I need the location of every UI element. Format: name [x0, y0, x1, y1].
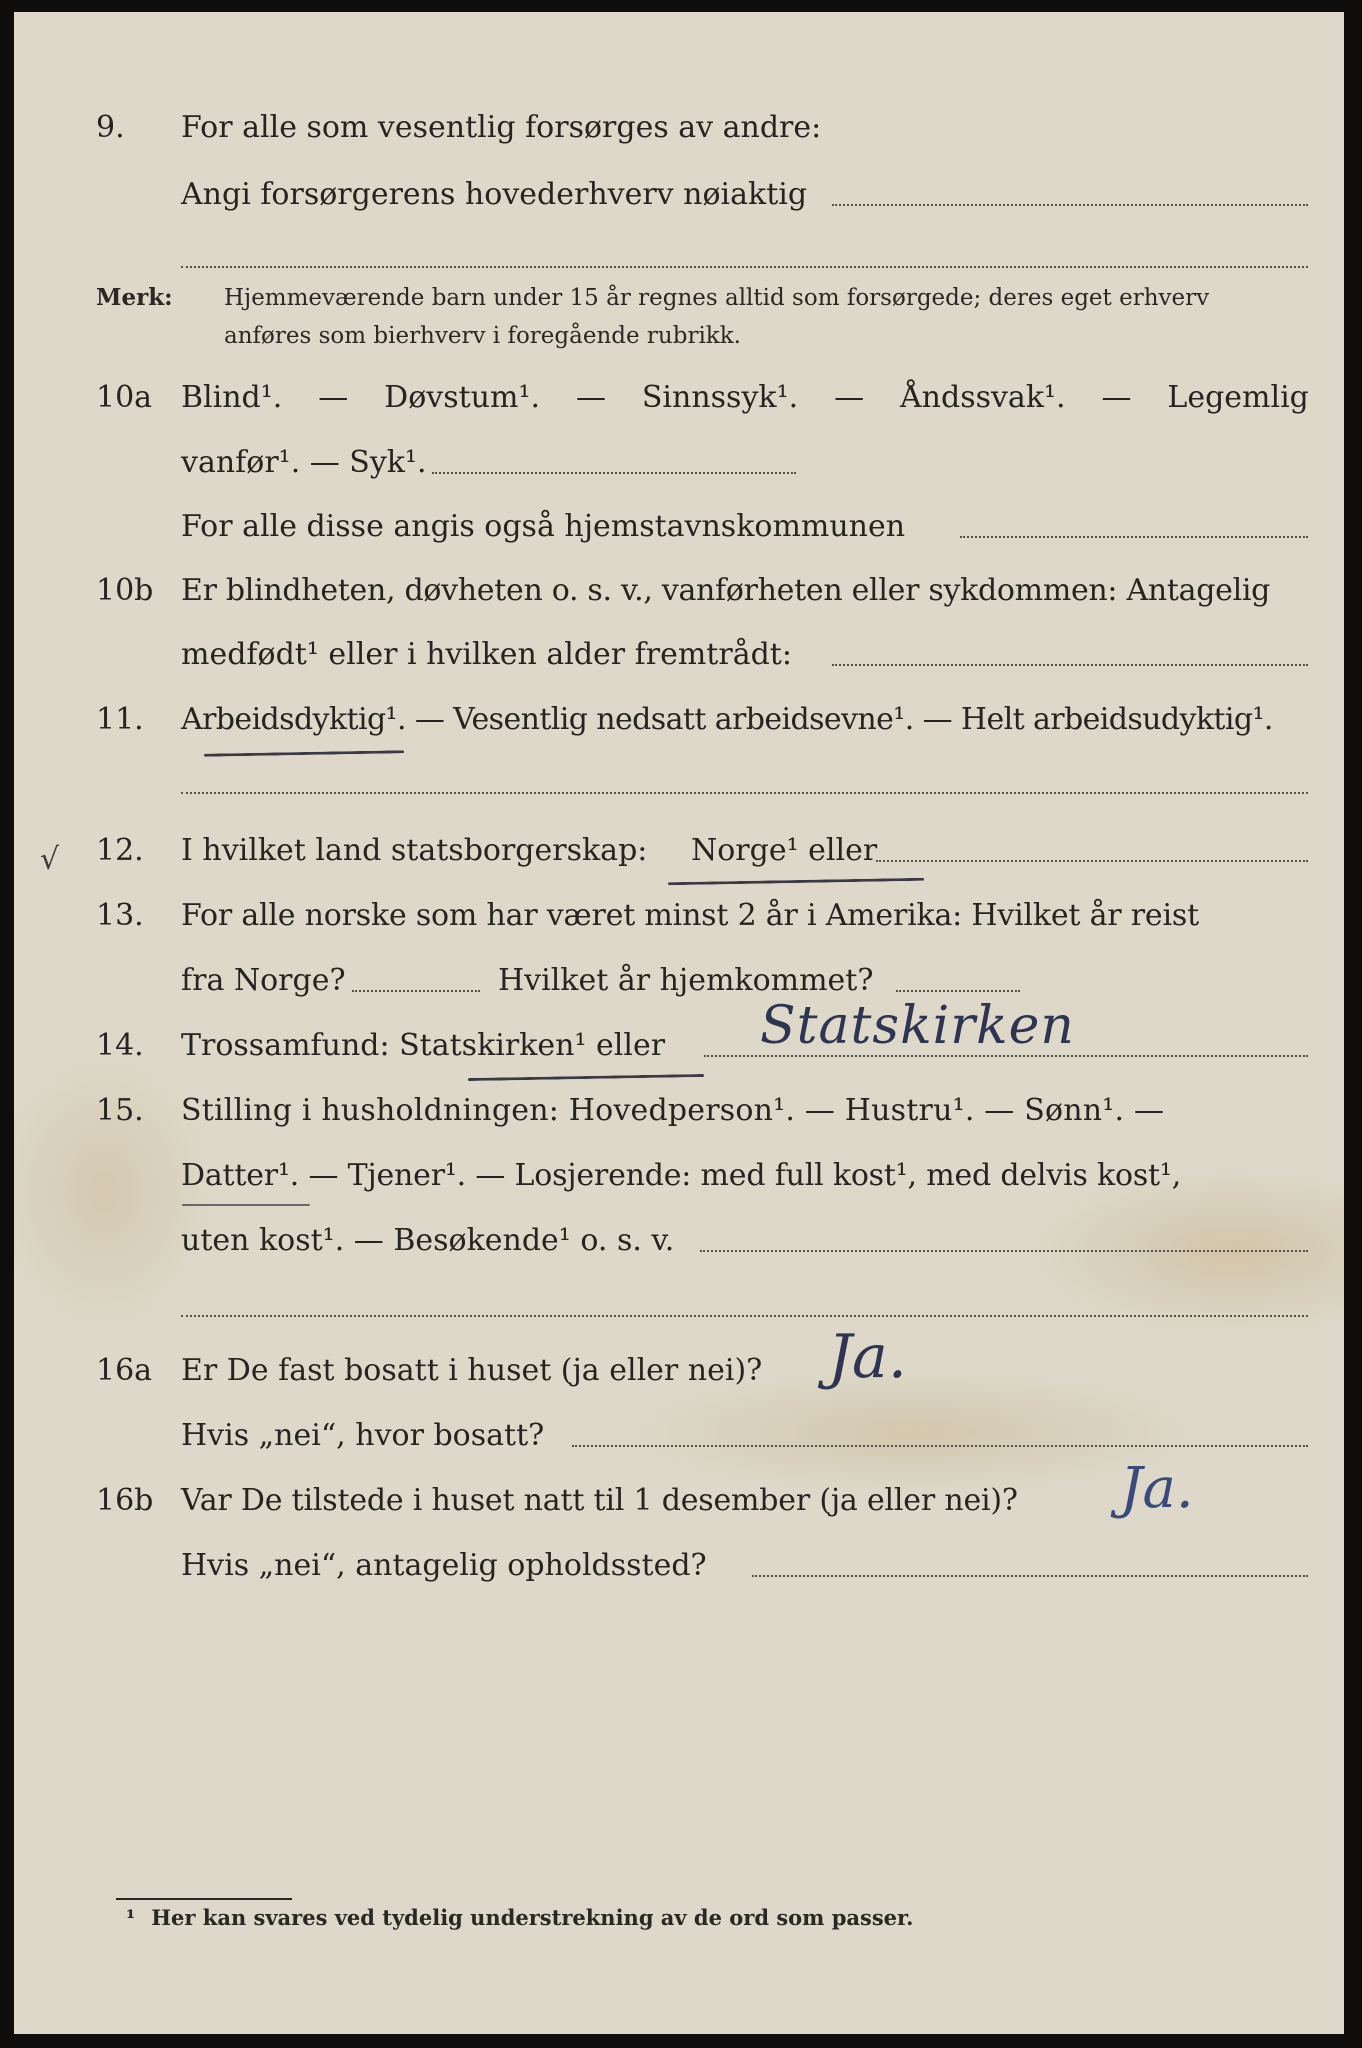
- footnote: [126, 1905, 913, 1930]
- q9-line1: For alle som vesentlig forsørges av andre:: [181, 110, 822, 145]
- q12-line1: I hvilket land statsborgerskap:: [181, 833, 648, 868]
- q10a-word[interactable]: Legemlig: [1167, 380, 1309, 415]
- q15-answer-field-2[interactable]: [181, 1315, 1308, 1317]
- q10b-row: [0, 568, 1362, 614]
- q10a-dash: —: [1101, 380, 1132, 415]
- q12-row: [0, 828, 1362, 874]
- q16b-number: 16b: [96, 1483, 154, 1518]
- q15-answer-field[interactable]: [700, 1250, 1308, 1252]
- merk-line2: anføres som bierhverv i foregående rubrikk.: [224, 323, 741, 349]
- q15-number: 15.: [96, 1093, 144, 1128]
- q10a-dash: —: [575, 380, 606, 415]
- q13-return-field[interactable]: [896, 990, 1020, 992]
- q10a-word[interactable]: Blind¹.: [181, 380, 283, 415]
- q16b-whereabouts-field[interactable]: [752, 1575, 1308, 1577]
- q10b-line1: Er blindheten, døvheten o. s. v., vanførheten eller sykdommen: Antagelig: [181, 573, 1271, 608]
- q10a-row: [0, 375, 1362, 421]
- q10b-line2: medfødt¹ eller i hvilken alder fremtrådt:: [181, 637, 792, 672]
- q10a-dash: —: [834, 380, 865, 415]
- q16a-line1: Er De fast bosatt i huset (ja eller nei)?: [181, 1353, 763, 1388]
- q9-row2: [0, 172, 1362, 218]
- q13-line1: For alle norske som har været minst 2 år i Amerika: Hvilket år reist: [181, 898, 1199, 933]
- q10b-number: 10b: [96, 573, 154, 608]
- q12-number: 12.: [96, 833, 144, 868]
- q10a-word[interactable]: Åndssvak¹.: [900, 380, 1066, 415]
- q16b-line2: Hvis „nei“, antagelig opholdssted?: [181, 1548, 707, 1583]
- q10b-row2: [0, 632, 1362, 678]
- q16a-handwritten-answer: Ja.: [828, 1322, 907, 1392]
- q13-line2b: Hvilket år hjemkommet?: [498, 963, 874, 998]
- q15-row: [0, 1088, 1362, 1134]
- q16a-line2: Hvis „nei“, hvor bosatt?: [181, 1418, 545, 1453]
- q10a-line2: vanfør¹. — Syk¹.: [181, 445, 427, 480]
- q13-row: [0, 893, 1362, 939]
- q9-answer-field[interactable]: [832, 204, 1308, 206]
- footnote-rule: [116, 1898, 292, 1900]
- q16b-line1: Var De tilstede i huset natt til 1 desember (ja eller nei)?: [181, 1483, 1018, 1518]
- q13-number: 13.: [96, 898, 144, 933]
- q10a-line3: For alle disse angis også hjemstavnskommunen: [181, 509, 906, 544]
- q10a-row3: [0, 504, 1362, 550]
- q11-number: 11.: [96, 702, 144, 737]
- q11-row: [0, 697, 1362, 743]
- q14-row: [0, 1023, 1362, 1069]
- q10a-word[interactable]: Døvstum¹.: [384, 380, 541, 415]
- q10a-answer-field[interactable]: [432, 472, 796, 474]
- q15-row3: [0, 1218, 1362, 1264]
- q16a-row2: [0, 1413, 1362, 1459]
- q10a-word[interactable]: Sinnssyk¹.: [641, 380, 799, 415]
- q16a-row: [0, 1348, 1362, 1394]
- q11-line1: Arbeidsdyktig¹. — Vesentlig nedsatt arbeidsevne¹. — Helt arbeidsudyktig¹.: [181, 702, 1273, 737]
- merk-label: Merk:: [96, 284, 173, 311]
- q16a-number: 16a: [96, 1353, 153, 1388]
- q15-row2: [0, 1153, 1362, 1199]
- footnote-mark: ¹: [126, 1905, 136, 1930]
- q10a-number: 10a: [96, 380, 153, 415]
- q13-line2a: fra Norge?: [181, 963, 346, 998]
- q9-answer-field-2[interactable]: [181, 266, 1308, 268]
- checkmark-icon: √: [40, 842, 60, 877]
- q14-number: 14.: [96, 1028, 144, 1063]
- q15-line2: Datter¹. — Tjener¹. — Losjerende: med full kost¹, med delvis kost¹,: [181, 1158, 1182, 1193]
- q10a-options: [181, 375, 1309, 421]
- q15-line3: uten kost¹. — Besøkende¹ o. s. v.: [181, 1223, 675, 1258]
- q14-line1: Trossamfund: Statskirken¹ eller: [181, 1028, 666, 1063]
- q12-choice[interactable]: Norge¹ eller: [691, 833, 878, 868]
- merk-line1: Hjemmeværende barn under 15 år regnes alltid som forsørgede; deres eget erhverv: [224, 285, 1210, 311]
- q14-handwritten-answer: Statskirken: [760, 996, 1075, 1056]
- q16b-row2: [0, 1543, 1362, 1589]
- q10a-row2: [0, 440, 1362, 486]
- q10a-dash: —: [318, 380, 349, 415]
- q10b-answer-field[interactable]: [832, 664, 1308, 666]
- q10a-hometown-field[interactable]: [960, 536, 1308, 538]
- q13-departure-field[interactable]: [352, 990, 480, 992]
- q9-row: [0, 105, 1362, 151]
- q16a-residence-field[interactable]: [572, 1445, 1308, 1447]
- q11-answer-field[interactable]: [181, 792, 1308, 794]
- footnote-text: Her kan svares ved tydelig understrekning av de ord som passer.: [151, 1905, 914, 1930]
- q12-answer-field[interactable]: [876, 860, 1308, 862]
- q13-row2: [0, 958, 1362, 1004]
- q16b-handwritten-answer: Ja.: [1120, 1456, 1194, 1521]
- q15-line1: Stilling i husholdningen: Hovedperson¹. — Hustru¹. — Sønn¹. —: [181, 1093, 1165, 1128]
- q9-number: 9.: [96, 110, 125, 145]
- q9-line2: Angi forsørgerens hovederhverv nøiaktig: [181, 177, 808, 212]
- q15-underline-mark: [182, 1204, 310, 1206]
